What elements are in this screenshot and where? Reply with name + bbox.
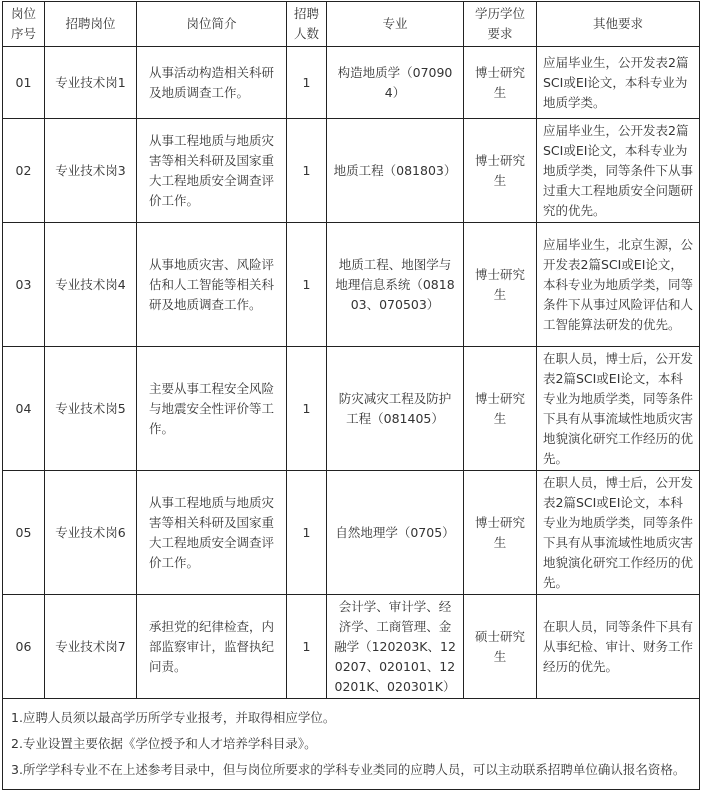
note-line: 2.专业设置主要依据《学位授予和人才培养学科目录》。 — [11, 736, 317, 751]
row-count: 1 — [287, 223, 327, 347]
table-row — [3, 223, 700, 347]
row-post: 专业技术岗7 — [45, 595, 137, 699]
table-row — [3, 119, 700, 223]
row-id: 02 — [3, 119, 45, 223]
table-row — [3, 347, 700, 471]
header-intro: 岗位简介 — [137, 2, 287, 47]
header-row — [3, 2, 700, 47]
row-count: 1 — [287, 47, 327, 119]
row-degree: 博士研究生 — [464, 471, 537, 595]
row-major: 地质工程（081803） — [327, 119, 464, 223]
row-other: 在职人员，博士后，公开发表2篇SCI或EI论文，本科专业为地质学类，同等条件下具有从事流域性地质灾害地貌演化研究工作经历的优先。 — [537, 347, 700, 471]
row-id: 05 — [3, 471, 45, 595]
row-post: 专业技术岗1 — [45, 47, 137, 119]
row-count: 1 — [287, 347, 327, 471]
row-intro: 主要从事工程安全风险与地震安全性评价等工作。 — [137, 347, 287, 471]
row-other: 应届毕业生，公开发表2篇SCI或EI论文，本科专业为地质学类，同等条件下从事过重大工程地质安全问题研究的优先。 — [537, 119, 700, 223]
note-line: 3.所学学科专业不在上述参考目录中，但与岗位所要求的学科专业类同的应聘人员，可以主动联系招聘单位确认报名资格。 — [11, 762, 686, 777]
table-row — [3, 47, 700, 119]
table-row — [3, 471, 700, 595]
header-major: 专业 — [327, 2, 464, 47]
header-count: 招聘人数 — [287, 2, 327, 47]
row-post: 专业技术岗4 — [45, 223, 137, 347]
row-intro: 从事工程地质与地质灾害等相关科研及国家重大工程地质安全调查评价工作。 — [137, 119, 287, 223]
note-line: 1.应聘人员须以最高学历所学专业报考，并取得相应学位。 — [11, 710, 336, 725]
row-major: 自然地理学（0705） — [327, 471, 464, 595]
row-degree: 博士研究生 — [464, 47, 537, 119]
row-intro: 从事活动构造相关科研及地质调查工作。 — [137, 47, 287, 119]
row-post: 专业技术岗3 — [45, 119, 137, 223]
row-major: 会计学、审计学、经济学、工商管理、金融学（120203K、120207、020101、120201K、020301K） — [327, 595, 464, 699]
row-degree: 博士研究生 — [464, 119, 537, 223]
row-other: 应届毕业生，公开发表2篇SCI或EI论文，本科专业为地质学类。 — [537, 47, 700, 119]
row-other: 应届毕业生，北京生源，公开发表2篇SCI或EI论文，本科专业为地质学类，同等条件下从事过风险评估和人工智能算法研发的优先。 — [537, 223, 700, 347]
row-count: 1 — [287, 471, 327, 595]
row-other: 在职人员，同等条件下具有从事纪检、审计、财务工作经历的优先。 — [537, 595, 700, 699]
header-post: 招聘岗位 — [45, 2, 137, 47]
row-other: 在职人员，博士后，公开发表2篇SCI或EI论文，本科专业为地质学类，同等条件下具有从事流域性地质灾害地貌演化研究工作经历的优先。 — [537, 471, 700, 595]
table-row — [3, 595, 700, 699]
row-intro: 从事地质灾害、风险评估和人工智能等相关科研及地质调查工作。 — [137, 223, 287, 347]
row-major: 地质工程、地图学与地理信息系统（081803、070503） — [327, 223, 464, 347]
header-id: 岗位序号 — [3, 2, 45, 47]
row-post: 专业技术岗5 — [45, 347, 137, 471]
row-id: 01 — [3, 47, 45, 119]
row-id: 06 — [3, 595, 45, 699]
row-id: 04 — [3, 347, 45, 471]
row-count: 1 — [287, 119, 327, 223]
row-count: 1 — [287, 595, 327, 699]
row-id: 03 — [3, 223, 45, 347]
row-intro: 承担党的纪律检查，内部监察审计，监督执纪问责。 — [137, 595, 287, 699]
notes-row — [3, 699, 700, 790]
row-degree: 硕士研究生 — [464, 595, 537, 699]
header-other: 其他要求 — [537, 2, 700, 47]
row-major: 防灾减灾工程及防护工程（081405） — [327, 347, 464, 471]
recruitment-table — [2, 1, 700, 790]
notes-cell — [3, 699, 700, 790]
row-intro: 从事工程地质与地质灾害等相关科研及国家重大工程地质安全调查评价工作。 — [137, 471, 287, 595]
row-major: 构造地质学（070904） — [327, 47, 464, 119]
row-degree: 博士研究生 — [464, 347, 537, 471]
row-post: 专业技术岗6 — [45, 471, 137, 595]
row-degree: 博士研究生 — [464, 223, 537, 347]
header-degree: 学历学位要求 — [464, 2, 537, 47]
